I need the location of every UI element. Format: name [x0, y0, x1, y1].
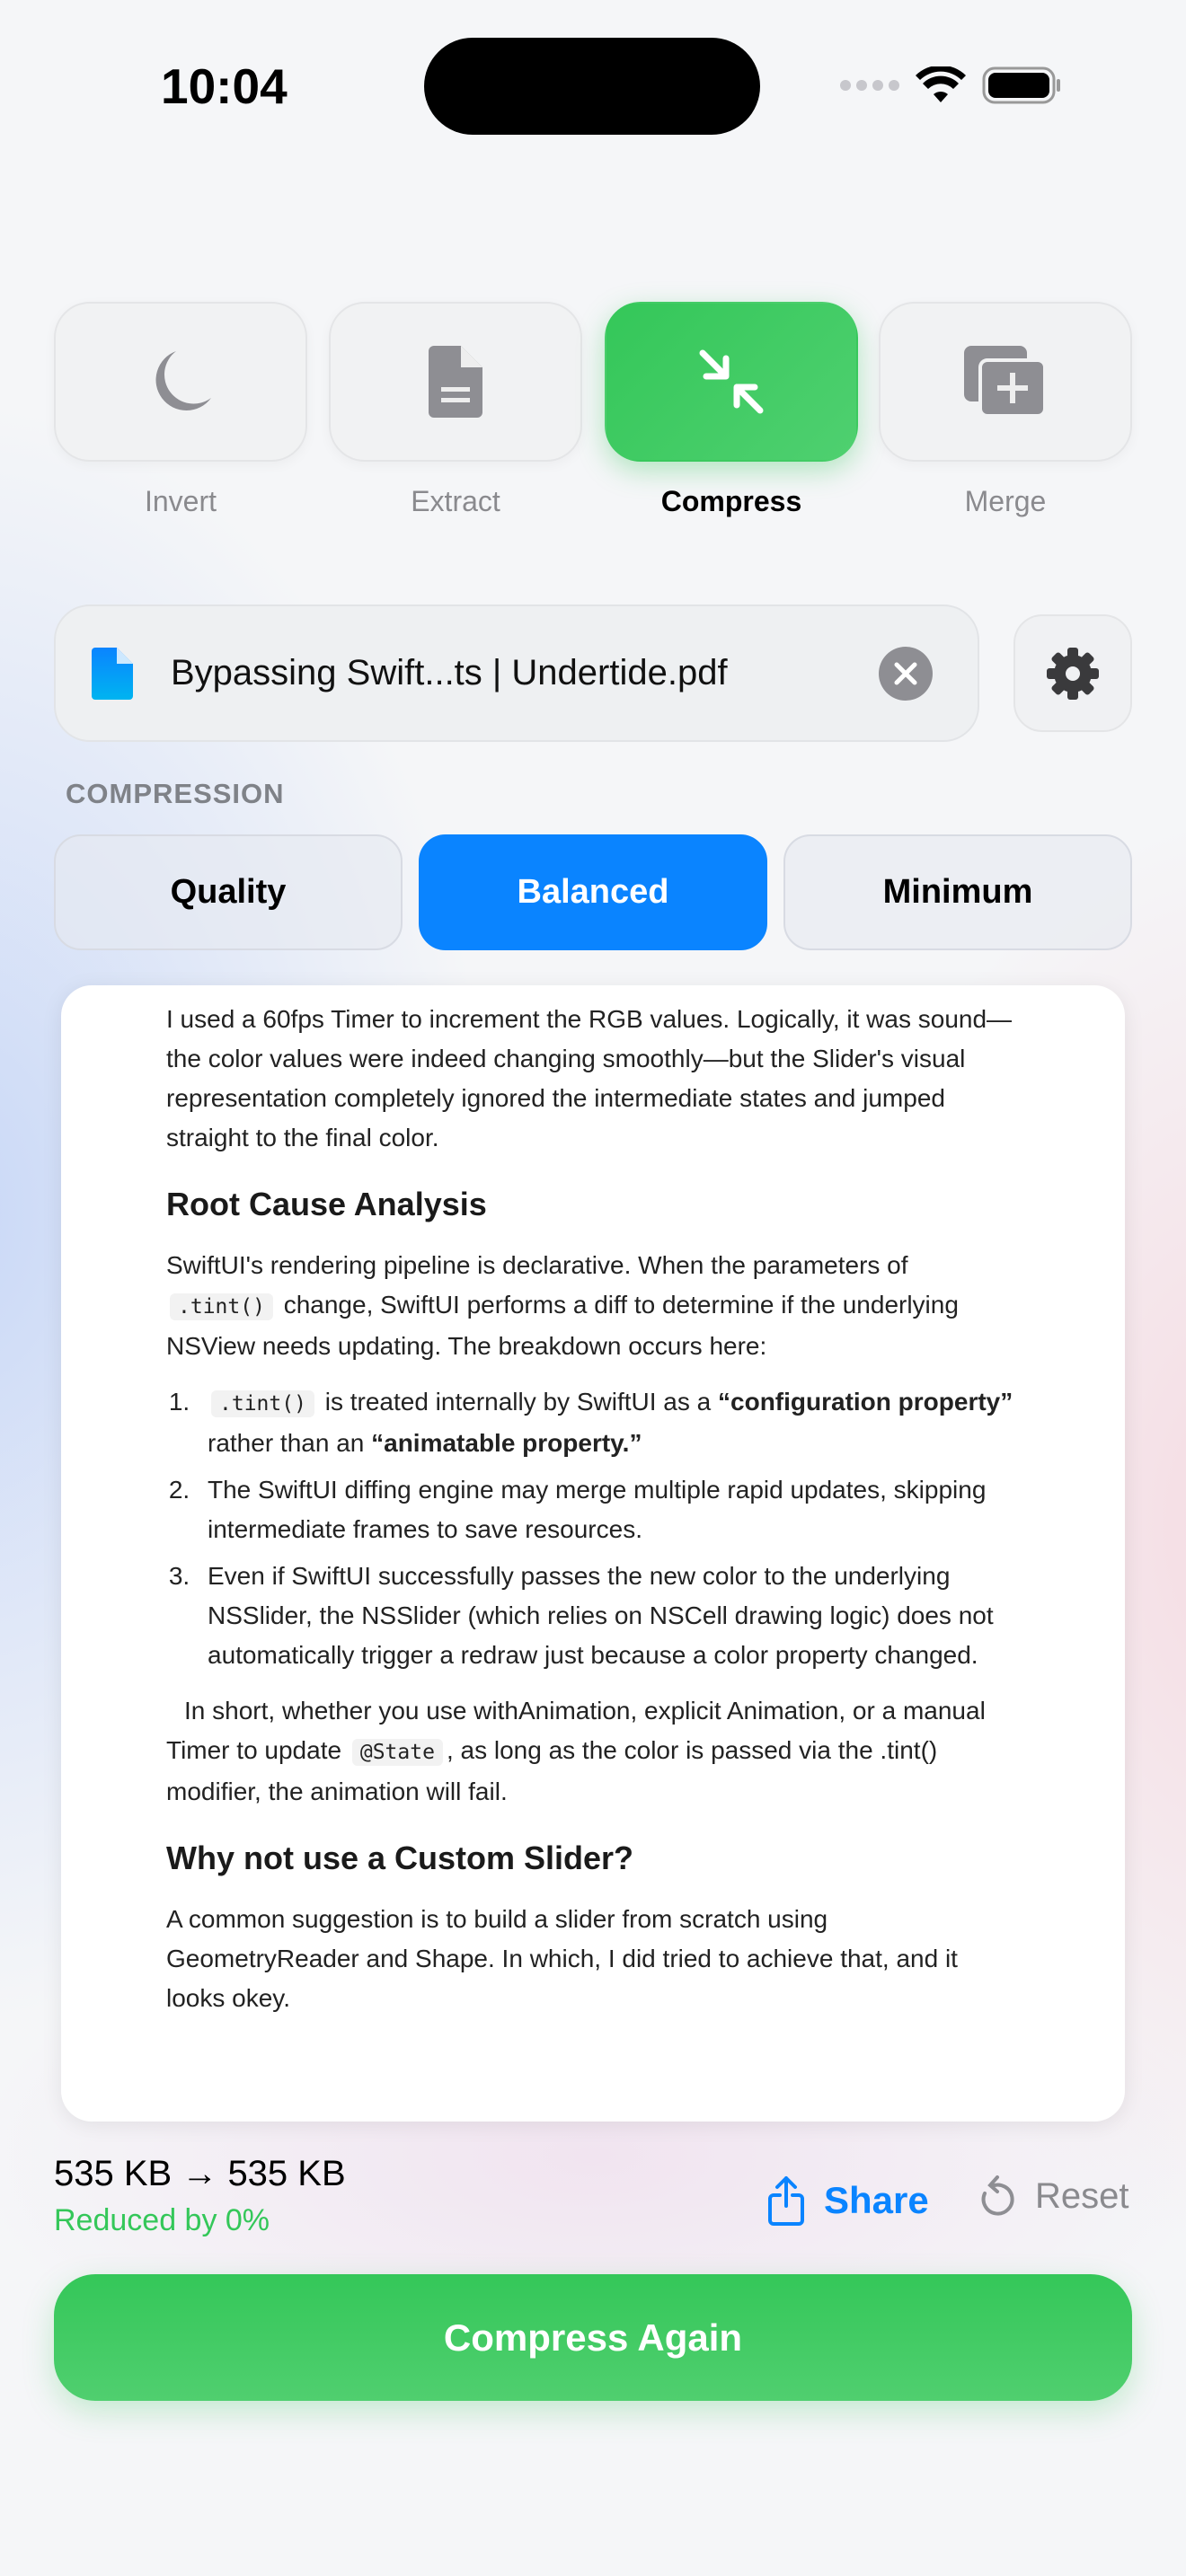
list-item: 3. Even if SwiftUI successfully passes the new color to the underlying NSSlider, the NSSlider (which relies on NSCell drawing logic) does not automatically trigger a redraw just because a color property changed. [197, 1557, 1017, 1675]
reduction-percent: Reduced by 0% [54, 2203, 270, 2237]
file-name: Bypassing Swift...ts | Undertide.pdf [171, 653, 728, 693]
tool-invert-button[interactable] [54, 302, 307, 462]
tool-invert-label: Invert [144, 485, 217, 517]
copy-plus-icon [964, 346, 1047, 418]
reset-button[interactable] [979, 2175, 1129, 2217]
settings-button[interactable] [1013, 614, 1132, 732]
doc-paragraph: SwiftUI's rendering pipeline is declarative. When the parameters of .tint() change, SwiftUI performs a diff to determine if the underlying NSView needs updating. The breakdown occurs here: [166, 1251, 959, 1360]
gear-icon [1047, 648, 1099, 700]
tool-extract-button[interactable] [329, 302, 582, 462]
doc-heading: Root Cause Analysis [166, 1186, 487, 1222]
battery-icon [982, 66, 1061, 104]
compression-minimum-option[interactable]: Minimum [783, 834, 1132, 950]
pdf-file-icon [92, 648, 133, 700]
compress-again-button[interactable]: Compress Again [54, 2274, 1132, 2401]
list-item: 1. .tint() is treated internally by SwiftUI as a “configuration property” rather than an “animatable property.” [197, 1382, 1017, 1463]
reset-icon [979, 2175, 1015, 2217]
compression-balanced-option[interactable]: Balanced [419, 834, 767, 950]
tool-merge-label: Merge [964, 485, 1047, 517]
doc-list [166, 1382, 1017, 1675]
document-icon [429, 346, 482, 418]
status-icons [840, 66, 1061, 104]
dynamic-island [424, 38, 760, 135]
doc-paragraph: In short, whether you use withAnimation, explicit Animation, or a manual Timer to update @State , as long as the color is passed via the .tint() modifier, the animation will fail. [166, 1697, 986, 1805]
status-time: 10:04 [161, 58, 288, 114]
list-item: 2. The SwiftUI diffing engine may merge multiple rapid updates, skipping intermediate frames to save resources. [197, 1470, 1017, 1549]
compress-arrows-icon [697, 348, 766, 416]
tool-extract-label: Extract [411, 485, 500, 517]
file-size-summary: 535 KB → 535 KB [54, 2154, 346, 2193]
wifi-icon [916, 66, 966, 104]
moon-icon [145, 346, 217, 418]
doc-paragraph: I used a 60fps Timer to increment the RGB values. Logically, it was sound—the color values were indeed changing smoothly—but the Slider's visual representation completely ignored the intermediate states and jumped straight to the final color. [166, 1005, 1013, 1151]
reset-label: Reset [1035, 2175, 1129, 2216]
clear-file-icon[interactable] [879, 647, 933, 701]
doc-paragraph: A common suggestion is to build a slider from scratch using GeometryReader and Shape. In which, I did tried to achieve that, and it looks okey. [166, 1905, 958, 2012]
signal-dots-icon [840, 80, 899, 91]
tool-compress-label: Compress [660, 485, 802, 517]
selected-file-bar[interactable] [54, 604, 979, 742]
compression-section-label: COMPRESSION [66, 778, 285, 809]
tool-compress-button[interactable] [605, 302, 858, 462]
tool-merge-button[interactable] [879, 302, 1132, 462]
share-button[interactable] [768, 2175, 929, 2226]
doc-heading: Why not use a Custom Slider? [166, 1839, 634, 1876]
share-icon [768, 2175, 804, 2226]
compression-quality-option[interactable]: Quality [54, 834, 403, 950]
share-label: Share [824, 2179, 929, 2221]
pdf-preview[interactable] [61, 985, 1125, 2122]
